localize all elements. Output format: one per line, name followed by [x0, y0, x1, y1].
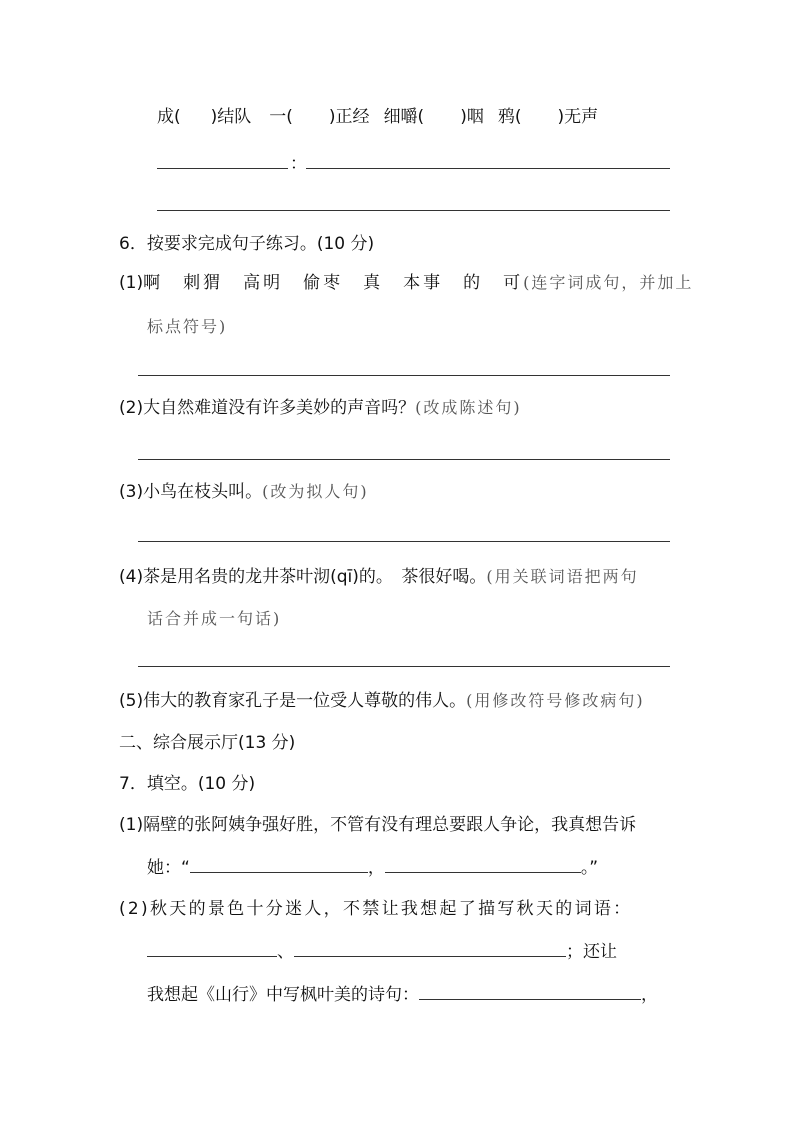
q6-item-4-hint: (用关联词语把两句 — [486, 567, 639, 586]
q7-item-2-line3 — [147, 983, 658, 1006]
q7-item-2-line3-prefix: 我想起《山行》中写枫叶美的诗句： — [147, 985, 419, 1005]
q6-item-2-answer-line[interactable] — [138, 459, 670, 460]
q6-item-1-text: 啊 刺猬 高明 偷枣 真 本事 的 可 — [143, 273, 524, 293]
q7-item-2-line1: (2)秋天的景色十分迷人，不禁让我想起了描写秋天的词语： — [119, 899, 633, 919]
section-2-title: 二、综合展示厅(13 分) — [119, 733, 296, 753]
q6-item-4 — [119, 566, 639, 588]
q7-item-2-blank-poem[interactable] — [419, 983, 641, 1000]
idiom-4-after: )无声 — [557, 107, 599, 127]
q6-item-4-hint-cont: 话合并成一句话) — [147, 609, 282, 628]
q7-item-1-line2 — [147, 856, 598, 879]
colon: ： — [290, 154, 307, 174]
question-6-title: 6．按要求完成句子练习。(10 分) — [119, 234, 375, 254]
q6-item-2-num: (2) — [119, 398, 144, 418]
q6-item-1-num: (1) — [119, 273, 144, 293]
q7-item-2-sep: 、 — [277, 942, 294, 962]
q6-item-2 — [119, 397, 522, 419]
q6-item-5-hint: (用修改符号修改病句) — [466, 691, 645, 710]
q6-item-5-num: (5) — [119, 691, 144, 711]
answer-blank-idiom-sentence[interactable] — [306, 168, 670, 169]
q6-item-2-text: 大自然难道没有许多美妙的声音吗？ — [143, 398, 416, 418]
idiom-2-before: 一( — [269, 107, 293, 127]
q6-item-1-answer-line[interactable] — [138, 375, 670, 376]
idiom-3-before: 细嚼( — [383, 107, 425, 127]
question-7-title: 7．填空。(10 分) — [119, 774, 256, 794]
q6-item-1-hint-cont: 标点符号) — [147, 317, 228, 336]
q7-item-2-blank-2[interactable] — [294, 940, 566, 957]
q6-item-1-hint: (连字词成句，并加上 — [523, 273, 694, 292]
q7-item-1-prefix: 她：“ — [147, 858, 190, 878]
q6-item-3-num: (3) — [119, 482, 144, 502]
q7-item-2-blank-1[interactable] — [147, 940, 277, 957]
q6-item-5 — [119, 690, 645, 712]
idiom-1-before: 成( — [157, 107, 181, 127]
answer-blank-idiom-sentence-2[interactable] — [157, 210, 670, 211]
q7-item-1-line1: (1)隔壁的张阿姨争强好胜，不管有没有理总要跟人争论，我真想告诉 — [119, 815, 637, 835]
q7-item-1-blank-1[interactable] — [190, 856, 368, 873]
idiom-2-after: )正经 — [328, 107, 370, 127]
q6-item-2-hint: (改成陈述句) — [415, 398, 522, 417]
q7-item-2-line2 — [147, 940, 617, 963]
q7-item-2-line3-end: ， — [641, 985, 658, 1005]
idiom-row — [157, 106, 598, 128]
q6-item-3-text: 小鸟在枝头叫。 — [143, 482, 263, 502]
q6-item-3 — [119, 481, 369, 503]
q7-item-1-comma: ， — [367, 858, 385, 878]
q6-item-3-hint: (改为拟人句) — [262, 482, 369, 501]
q6-item-1 — [119, 272, 693, 294]
idiom-4-before: 鸦( — [497, 107, 522, 127]
answer-blank-idiom-choice[interactable] — [157, 168, 288, 169]
q7-item-1-blank-2[interactable] — [385, 856, 581, 873]
q6-item-3-answer-line[interactable] — [138, 541, 670, 542]
q7-item-1-end: 。” — [580, 858, 599, 878]
q7-item-2-end: ；还让 — [566, 942, 617, 962]
idiom-3-after: )咽 — [460, 107, 484, 127]
idiom-1-after: )结队 — [210, 107, 252, 127]
q6-item-5-text: 伟大的教育家孔子是一位受人尊敬的伟人。 — [143, 691, 467, 711]
q6-item-4-answer-line[interactable] — [138, 666, 670, 667]
q6-item-4-num: (4) — [119, 567, 144, 587]
q6-item-4-text: 茶是用名贵的龙井茶叶沏(qī)的。 茶很好喝。 — [143, 567, 487, 587]
